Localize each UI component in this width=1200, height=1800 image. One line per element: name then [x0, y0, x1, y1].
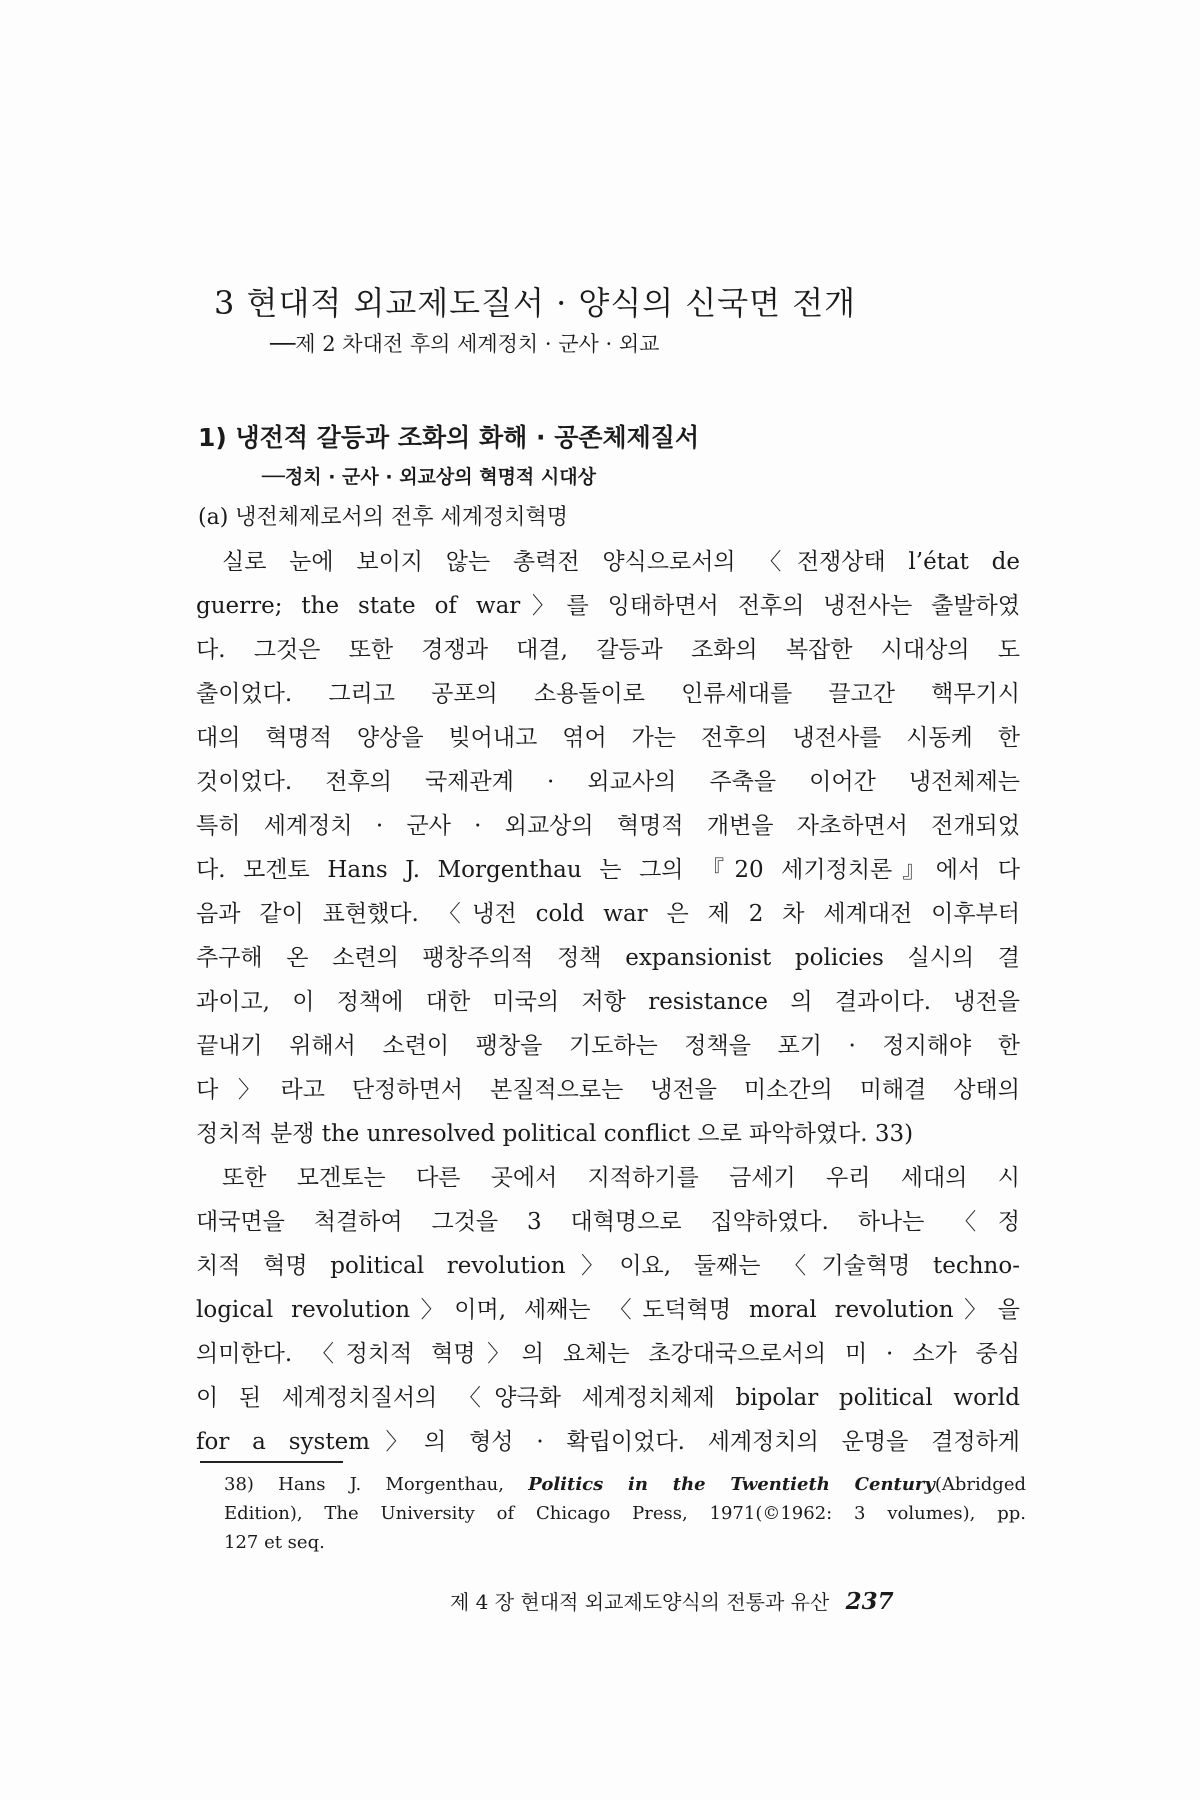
body-line: 추구해 온 소련의 팽창주의적 정책 expansionist policies 실시의 결 [196, 945, 1020, 971]
footnote-divider [200, 1461, 343, 1463]
body-line: 대국면을 척결하여 그것을 3 대혁명으로 집약하였다. 하나는 〈정 [196, 1209, 1020, 1235]
page-number: 237 [845, 1588, 894, 1615]
body-line: 출이었다. 그리고 공포의 소용돌이로 인류세대를 끌고간 핵무기시 [196, 681, 1020, 707]
section-title: 3 현대적 외교제도질서 · 양식의 신국면 전개 [214, 284, 857, 322]
body-line: 또한 모겐토는 다른 곳에서 지적하기를 금세기 우리 세대의 시 [222, 1165, 1020, 1191]
body-line: 대의 혁명적 양상을 빚어내고 엮어 가는 전후의 냉전사를 시동케 한 [196, 725, 1020, 751]
body-line: 특히 세계정치 · 군사 · 외교상의 혁명적 개변을 자초하면서 전개되었 [196, 813, 1020, 839]
body-line: 다. 모겐토 Hans J. Morgenthau 는 그의 『20 세기정치론』에서 다 [196, 857, 1020, 883]
footnote-line: 127 et seq. [224, 1532, 325, 1553]
body-line: 과이고, 이 정책에 대한 미국의 저항 resistance 의 결과이다. 냉전을 [196, 989, 1020, 1015]
body-line: 정치적 분쟁 the unresolved political conflict 으로 파악하였다. 33) [196, 1121, 914, 1147]
body-line: 의미한다. 〈정치적 혁명〉의 요체는 초강대국으로서의 미 · 소가 중심 [196, 1341, 1020, 1367]
running-head: 제 4 장 현대적 외교제도양식의 전통과 유산 [450, 1590, 830, 1614]
subsection-subtitle: ──정치 · 군사 · 외교상의 혁명적 시대상 [262, 466, 596, 488]
footnote-book-title: Politics in the Twentieth Century [528, 1474, 935, 1495]
body-line: 다. 그것은 또한 경쟁과 대결, 갈등과 조화의 복잡한 시대상의 도 [196, 637, 1020, 663]
footnote-edition: (Abridged [934, 1474, 1026, 1495]
footnote [224, 1470, 1026, 1557]
body-line: 이 된 세계정치질서의 〈양극화 세계정치체제 bipolar political world [196, 1385, 1020, 1411]
body-line: 치적 혁명 political revolution〉이요, 둘째는 〈기술혁명 techno- [196, 1253, 1020, 1279]
footnote-line: Edition), The University of Chicago Press, 1971(©1962: 3 volumes), pp. [224, 1503, 1026, 1524]
body-line: 다〉라고 단정하면서 본질적으로는 냉전을 미소간의 미해결 상태의 [196, 1077, 1020, 1103]
body-line: 끝내기 위해서 소련이 팽창을 기도하는 정책을 포기 · 정지해야 한 [196, 1033, 1020, 1059]
body-line: logical revolution〉이며, 세째는 〈도덕혁명 moral revolution〉을 [196, 1297, 1020, 1323]
body-line: guerre; the state of war〉를 잉태하면서 전후의 냉전사는 출발하였 [196, 593, 1020, 619]
page-footer [450, 1586, 1030, 1615]
body-text [196, 540, 1020, 1464]
body-line: 음과 같이 표현했다. 〈냉전 cold war 은 제 2 차 세계대전 이후부터 [196, 901, 1020, 927]
section-subtitle: ──제 2 차대전 후의 세계정치 · 군사 · 외교 [270, 332, 660, 356]
body-line: for a system〉의 형성 · 확립이었다. 세계정치의 운명을 결정하게 [196, 1429, 1020, 1455]
footnote-author: 38) Hans J. Morgenthau, [224, 1474, 504, 1495]
footnote-line [224, 1470, 1026, 1499]
body-line: 실로 눈에 보이지 않는 총력전 양식으로서의 〈전쟁상태 l’état de [222, 549, 1020, 575]
item-a-heading: (a) 냉전체제로서의 전후 세계정치혁명 [198, 505, 569, 530]
subsection-title: 1) 냉전적 갈등과 조화의 화해 · 공존체제질서 [198, 423, 700, 452]
body-line: 것이었다. 전후의 국제관계 · 외교사의 주축을 이어간 냉전체제는 [196, 769, 1020, 795]
